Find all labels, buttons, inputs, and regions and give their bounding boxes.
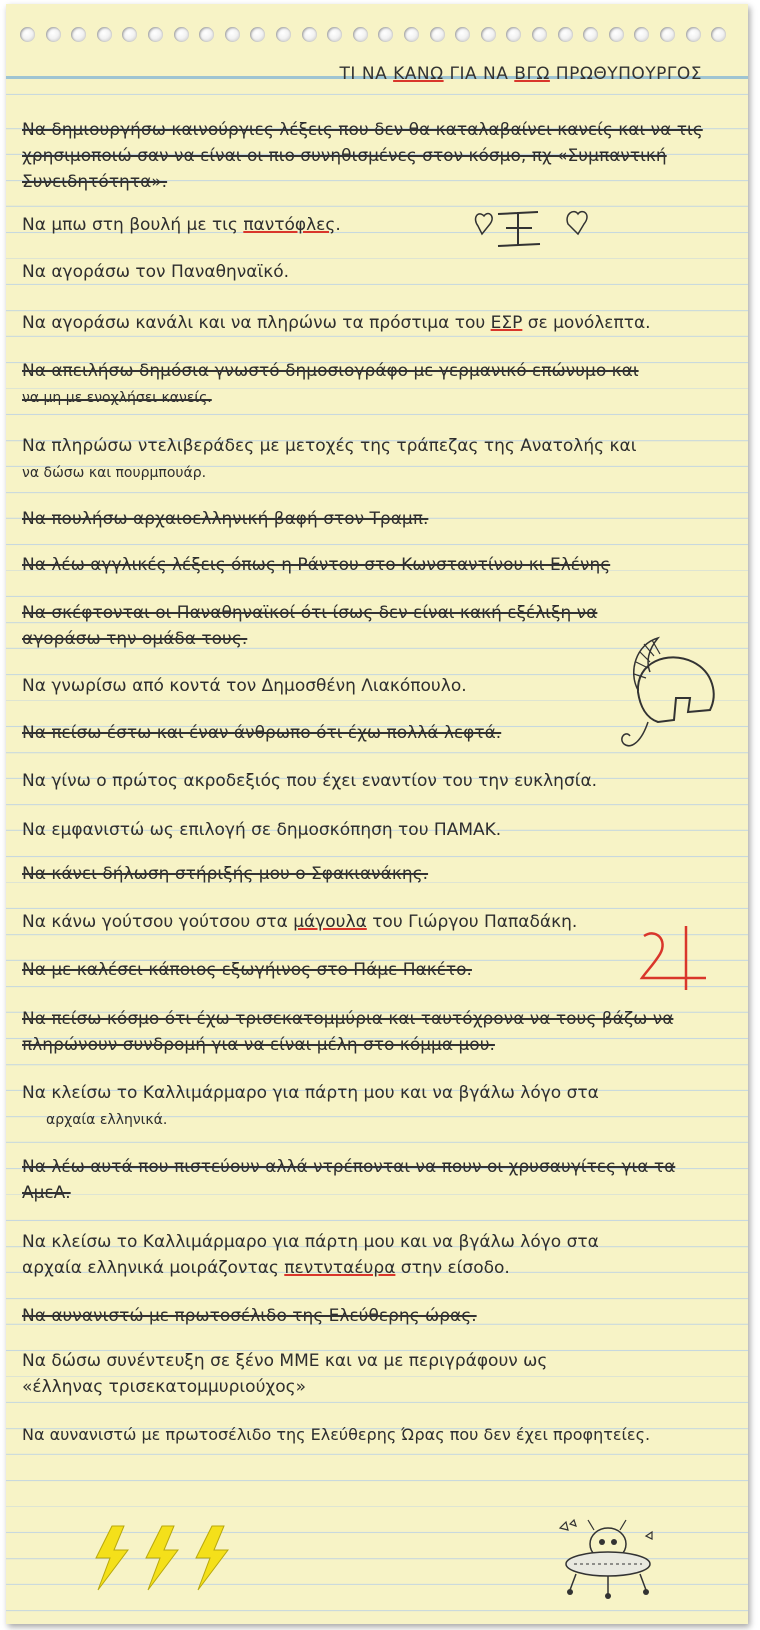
- binder-hole: [20, 27, 35, 42]
- underlined-word: ΕΣΡ: [490, 313, 523, 333]
- list-item: Να λέω αυτά που πιστεύουν αλλά ντρέπονται να πουν οι χρυσαυγίτες για τα ΑμεΑ.: [22, 1157, 676, 1203]
- notebook-page: [6, 4, 748, 1624]
- list-item: Να πουλήσω αρχαιοελληνική βαφή στον Τραμπ.: [22, 509, 429, 529]
- list-item: Να μπω στη βουλή με τις παντόφλες.: [22, 215, 341, 235]
- binder-hole: [148, 27, 163, 42]
- binder-hole: [686, 27, 701, 42]
- underlined-word: πεντνταέυρα: [284, 1258, 396, 1278]
- list-item: Να δημιουργήσω καινούργιες λέξεις που δεν θα καταλαβαίνει κανείς και να τις χρησιμοποιώ σαν να είναι οι πιο συνηθισμένες στον κόσμο, πχ «Συμπαντική Συνειδητότητα».: [22, 120, 703, 192]
- binder-hole: [609, 27, 624, 42]
- binder-hole: [276, 27, 291, 42]
- underlined-word: μάγουλα: [293, 912, 367, 932]
- title-part: ΓΙΑ ΝΑ: [443, 64, 515, 84]
- list-item: Να λέω αγγλικές λέξεις όπως η Ράντου στο Κωνσταντίνου κι Ελένης: [22, 555, 611, 575]
- binder-hole: [430, 27, 445, 42]
- binder-hole: [97, 27, 112, 42]
- list-item: Να απειλήσω δημόσια γνωστό δημοσιογράφο με γερμανικό επώνυμο και να μη με ενοχλήσει κανείς.: [22, 361, 639, 406]
- hearts-xi-icon: [470, 204, 600, 259]
- ufo-alien-icon: [554, 1514, 664, 1604]
- list-item: Να κλείσω το Καλλιμάρμαρο για πάρτη μου και να βγάλω λόγο στα αρχαία ελληνικά.: [22, 1083, 599, 1128]
- title-underlined-word: ΒΓΩ: [514, 64, 550, 84]
- list-item: Να κάνει δήλωση στήριξής μου ο Σφακιανάκης.: [22, 864, 429, 884]
- list-item: Να πληρώσω ντελιβεράδες με μετοχές της τράπεζας της Ανατολής και να δώσω και πουρμπουάρ.: [22, 436, 637, 481]
- list-item: Να εμφανιστώ ως επιλογή σε δημοσκόπηση του ΠΑΜΑΚ.: [22, 820, 502, 840]
- binder-hole: [46, 27, 61, 42]
- list-item: Να με καλέσει κάποιος εξωγήινος στο Πάμε Πακέτο.: [22, 960, 472, 980]
- list-item: Να αυνανιστώ με πρωτοσέλιδο της Ελεύθερης ώρας.: [22, 1306, 477, 1326]
- binder-hole: [558, 27, 573, 42]
- underlined-word: παντόφλες: [243, 215, 336, 235]
- list-item: Να πείσω κόσμο ότι έχω τρισεκατομμύρια και ταυτόχρονα να τους βάζω να πληρώνουν συνδρομή για να είναι μέλη στο κόμμα μου.: [22, 1009, 674, 1055]
- list-item: Να αγοράσω τον Παναθηναϊκό.: [22, 262, 290, 282]
- binder-hole: [660, 27, 675, 42]
- jupiter-symbol-icon: [634, 922, 714, 992]
- binder-hole: [225, 27, 240, 42]
- binder-hole: [302, 27, 317, 42]
- list-item: Να γνωρίσω από κοντά τον Δημοσθένη Λιακόπουλο.: [22, 676, 467, 696]
- list-item: Να κλείσω το Καλλιμάρμαρο για πάρτη μου και να βγάλω λόγο στα αρχαία ελληνικά μοιράζοντας πεντνταέυρα στην είσοδο.: [22, 1232, 599, 1278]
- list-item: Να πείσω έστω και έναν άνθρωπο ότι έχω πολλά λεφτά.: [22, 723, 502, 743]
- list-item: Να κάνω γούτσου γούτσου στα μάγουλα του Γιώργου Παπαδάκη.: [22, 912, 578, 932]
- binder-hole: [174, 27, 189, 42]
- binder-hole: [353, 27, 368, 42]
- list-item: Να δώσω συνέντευξη σε ξένο ΜΜΕ και να με περιγράφουν ως «έλληνας τρισεκατομμυριούχος»: [22, 1351, 548, 1397]
- binder-hole: [481, 27, 496, 42]
- list-item: Να σκέφτονται οι Παναθηναϊκοί ότι ίσως δεν είναι κακή εξέλιξη να αγοράσω την ομάδα τους.: [22, 603, 598, 649]
- binder-hole: [404, 27, 419, 42]
- list-item: Να γίνω ο πρώτος ακροδεξιός που έχει εναντίον του την ευκλησία.: [22, 771, 598, 791]
- lightning-bolts-icon: [86, 1524, 236, 1594]
- title-part: ΠΡΩΘΥΠΟΥΡΓΟΣ: [549, 64, 702, 84]
- spartan-helmet-icon: [618, 632, 728, 772]
- binder-hole: [532, 27, 547, 42]
- list-item: Να αγοράσω κανάλι και να πληρώνω τα πρόστιμα του ΕΣΡ σε μονόλεπτα.: [22, 313, 651, 333]
- list-item: Να αυνανιστώ με πρωτοσέλιδο της Ελεύθερης Ώρας που δεν έχει προφητείες.: [22, 1425, 651, 1444]
- title-part: ΤΙ ΝΑ: [339, 64, 394, 84]
- title-underlined-word: ΚΑΝΩ: [393, 64, 444, 84]
- page-title: [340, 64, 702, 84]
